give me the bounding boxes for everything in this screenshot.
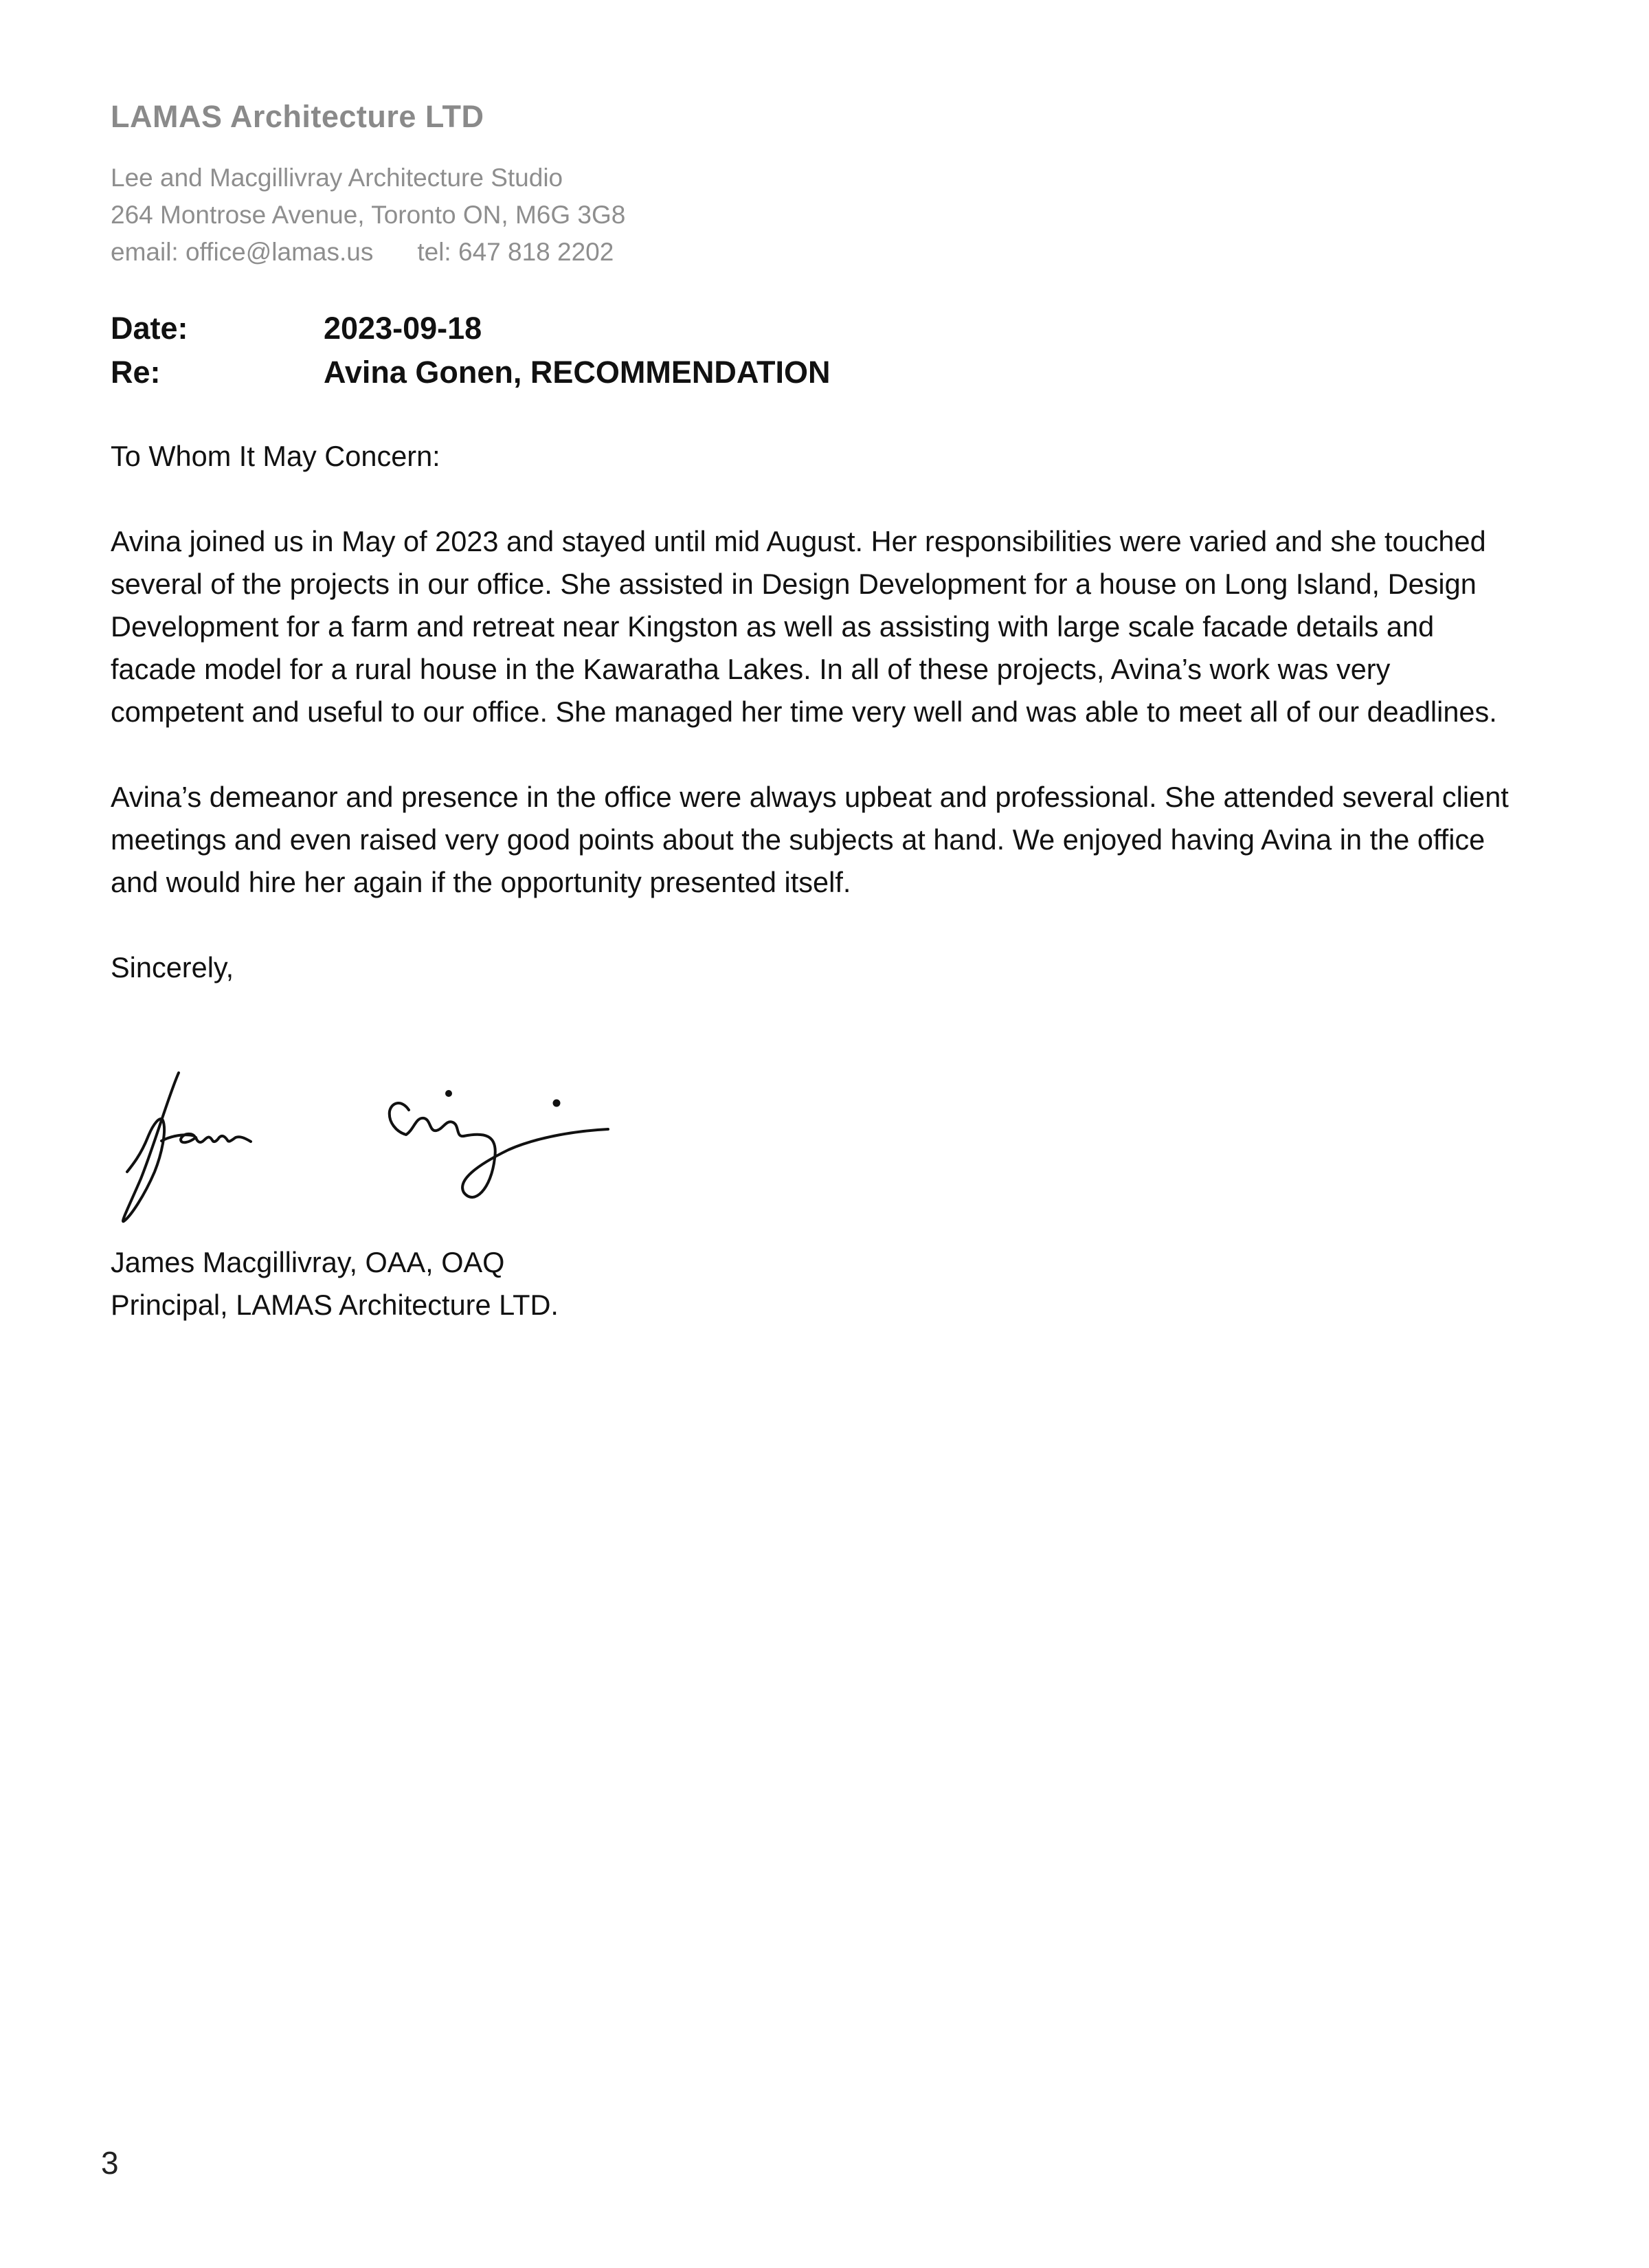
- contact-line: [111, 234, 1073, 271]
- date-row: [111, 307, 1347, 351]
- signer-name: James Macgillivray, OAA, OAQ: [111, 1246, 505, 1278]
- studio-address: 264 Montrose Avenue, Toronto ON, M6G 3G8: [111, 201, 626, 229]
- re-label: Re:: [111, 355, 161, 390]
- contact-tel: tel: 647 818 2202: [417, 238, 614, 266]
- studio-name: Lee and Macgillivray Architecture Studio: [111, 164, 563, 192]
- signer-block: [111, 1241, 559, 1326]
- page-number: 3: [101, 2145, 119, 2181]
- letter-meta: [111, 307, 1347, 394]
- company-name: LAMAS Architecture LTD: [111, 99, 484, 134]
- closing: Sincerely,: [111, 951, 234, 983]
- body-paragraph-1: Avina joined us in May of 2023 and stayed until mid August. Her responsibilities were varied and she touched several of the projects in our office. She assisted in Design Development for a house on Long Island, Design Development for a farm and retreat near Kingston as well as assisting with large scale facade details and facade model for a rural house in the Kawaratha Lakes. In all of these projects, Avina’s work was very competent and useful to our office. She managed her time very well and was able to meet all of our deadlines.: [111, 525, 1497, 728]
- re-value: Avina Gonen, RECOMMENDATION: [324, 355, 831, 390]
- letter-body: [111, 435, 1512, 1032]
- signer-title: Principal, LAMAS Architecture LTD.: [111, 1289, 559, 1321]
- signature-image: [113, 1069, 622, 1230]
- letterhead: [111, 98, 1073, 271]
- body-paragraph-2: Avina’s demeanor and presence in the office were always upbeat and professional. She attended several client meetings and even raised very good points about the subjects at hand. We enjoyed having Avina in the office and would hire her again if the opportunity presented itself.: [111, 781, 1509, 898]
- date-label: Date:: [111, 311, 188, 346]
- re-row: [111, 351, 1347, 394]
- studio-info: [111, 159, 1073, 271]
- contact-email: email: office@lamas.us: [111, 238, 374, 266]
- date-value: 2023-09-18: [324, 311, 482, 346]
- salutation: To Whom It May Concern:: [111, 440, 440, 472]
